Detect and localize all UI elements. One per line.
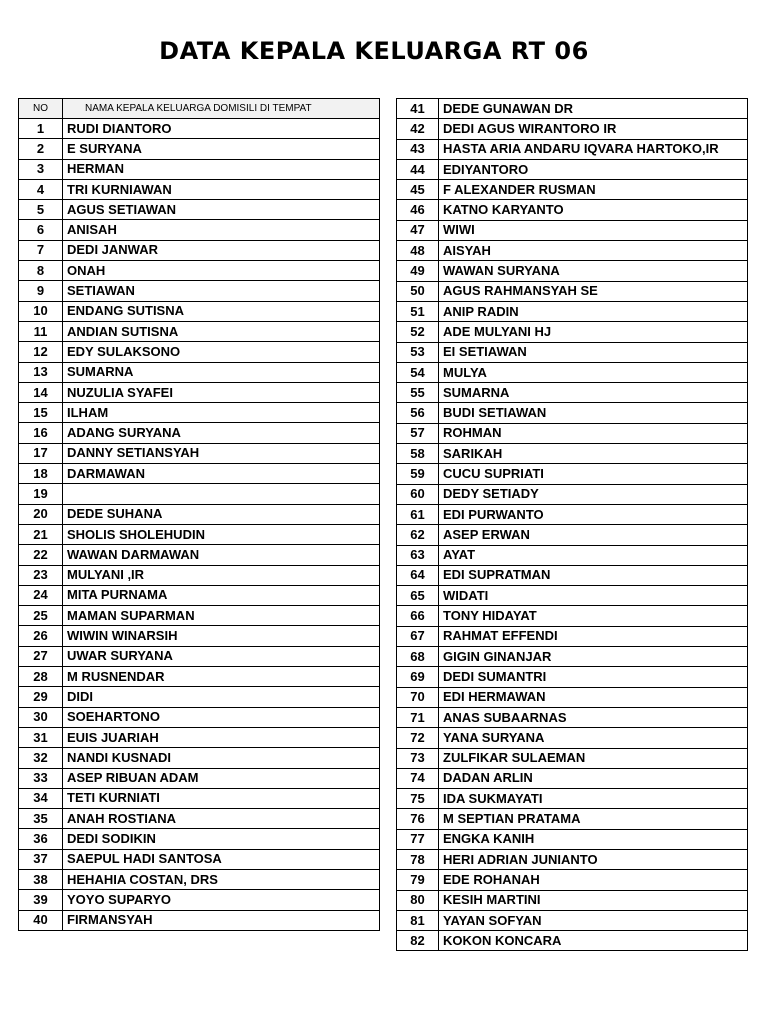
head-of-family-name: MULYA [439,362,748,382]
row-number: 66 [397,606,439,626]
table-row [397,545,748,565]
row-number: 10 [19,301,63,321]
table-row [397,728,748,748]
row-number: 69 [397,667,439,687]
row-number: 52 [397,322,439,342]
head-of-family-name: RUDI DIANTORO [63,119,380,139]
table-row [397,565,748,585]
right-table [396,98,748,951]
head-of-family-name: ASEP ERWAN [439,525,748,545]
head-of-family-name: M RUSNENDAR [63,667,380,687]
head-of-family-name: ILHAM [63,403,380,423]
row-number: 7 [19,240,63,260]
head-of-family-name: TETI KURNIATI [63,788,380,808]
table-row [397,139,748,159]
head-of-family-name: DARMAWAN [63,464,380,484]
head-of-family-name: SOEHARTONO [63,707,380,727]
table-row [397,890,748,910]
page-title: DATA KEPALA KELUARGA RT 06 [159,37,589,65]
row-number: 1 [19,119,63,139]
row-number: 77 [397,829,439,849]
table-row [19,626,380,646]
head-of-family-name: IDA SUKMAYATI [439,789,748,809]
table-row [397,667,748,687]
table-row [19,565,380,585]
row-number: 62 [397,525,439,545]
row-number: 76 [397,809,439,829]
head-of-family-name: MITA PURNAMA [63,585,380,605]
head-of-family-name: MAMAN SUPARMAN [63,606,380,626]
row-number: 46 [397,200,439,220]
row-number: 32 [19,748,63,768]
table-row [19,910,380,930]
head-of-family-name: AYAT [439,545,748,565]
head-of-family-name: ZULFIKAR SULAEMAN [439,748,748,768]
row-number: 23 [19,565,63,585]
head-of-family-name: DEDI SUMANTRI [439,667,748,687]
table-row [19,727,380,747]
table-row [397,403,748,423]
table-row [19,119,380,139]
table-row [19,301,380,321]
table-row [397,768,748,788]
row-number: 81 [397,910,439,930]
head-of-family-name: DEDE GUNAWAN DR [439,99,748,119]
table-row [19,464,380,484]
table-row [397,362,748,382]
head-of-family-name: E SURYANA [63,139,380,159]
table-row [397,241,748,261]
head-of-family-name: CUCU SUPRIATI [439,464,748,484]
table-row [397,707,748,727]
table-row [19,139,380,159]
table-row [19,849,380,869]
head-of-family-name: BUDI SETIAWAN [439,403,748,423]
row-number: 56 [397,403,439,423]
head-of-family-name: YOYO SUPARYO [63,890,380,910]
row-number: 16 [19,423,63,443]
table-row [19,321,380,341]
table-row [19,768,380,788]
table-row [397,525,748,545]
table-row [397,301,748,321]
left-table [18,98,380,931]
row-number: 8 [19,261,63,281]
head-of-family-name: ADE MULYANI HJ [439,322,748,342]
head-of-family-name: DANNY SETIANSYAH [63,443,380,463]
head-of-family-name: DEDI AGUS WIRANTORO IR [439,119,748,139]
table-row [19,382,380,402]
head-of-family-name: HERI ADRIAN JUNIANTO [439,849,748,869]
row-number: 21 [19,524,63,544]
row-number: 34 [19,788,63,808]
row-number: 74 [397,768,439,788]
table-row [19,890,380,910]
head-of-family-name: EDI HERMAWAN [439,687,748,707]
head-of-family-name: ANAS SUBAARNAS [439,707,748,727]
row-number: 43 [397,139,439,159]
table-row [19,504,380,524]
head-of-family-name: UWAR SURYANA [63,646,380,666]
head-of-family-name [63,484,380,504]
row-number: 51 [397,301,439,321]
table-row [397,606,748,626]
head-of-family-name: EI SETIAWAN [439,342,748,362]
head-of-family-name: DEDI SODIKIN [63,829,380,849]
table-row [19,788,380,808]
row-number: 11 [19,321,63,341]
head-of-family-name: YAYAN SOFYAN [439,910,748,930]
table-row [19,667,380,687]
table-row [397,910,748,930]
table-row [19,809,380,829]
head-of-family-name: ANISAH [63,220,380,240]
row-number: 4 [19,179,63,199]
row-number: 48 [397,241,439,261]
table-row [19,362,380,382]
head-of-family-name: FIRMANSYAH [63,910,380,930]
row-number: 31 [19,727,63,747]
head-of-family-name: WIDATI [439,586,748,606]
head-of-family-name: WIWIN WINARSIH [63,626,380,646]
row-number: 72 [397,728,439,748]
table-row [397,281,748,301]
head-of-family-name: M SEPTIAN PRATAMA [439,809,748,829]
head-of-family-name: SAEPUL HADI SANTOSA [63,849,380,869]
table-row [19,606,380,626]
header-row [19,99,380,119]
row-number: 20 [19,504,63,524]
row-number: 12 [19,342,63,362]
row-number: 2 [19,139,63,159]
head-of-family-name: GIGIN GINANJAR [439,647,748,667]
row-number: 6 [19,220,63,240]
table-row [397,647,748,667]
table-row [19,869,380,889]
row-number: 9 [19,281,63,301]
header-name: NAMA KEPALA KELUARGA DOMISILI DI TEMPAT [63,99,380,119]
table-row [397,504,748,524]
right-table-body [397,99,748,951]
row-number: 30 [19,707,63,727]
table-row [19,646,380,666]
table-row [397,322,748,342]
table-row [19,240,380,260]
head-of-family-name: ANDIAN SUTISNA [63,321,380,341]
head-of-family-name: F ALEXANDER RUSMAN [439,180,748,200]
row-number: 45 [397,180,439,200]
head-of-family-name: ADANG SURYANA [63,423,380,443]
table-row [19,484,380,504]
row-number: 15 [19,403,63,423]
head-of-family-name: EDI SUPRATMAN [439,565,748,585]
table-row [19,443,380,463]
table-row [397,586,748,606]
row-number: 42 [397,119,439,139]
head-of-family-name: NUZULIA SYAFEI [63,382,380,402]
row-number: 57 [397,423,439,443]
row-number: 28 [19,667,63,687]
head-of-family-name: KESIH MARTINI [439,890,748,910]
table-row [397,748,748,768]
table-row [397,444,748,464]
row-number: 5 [19,200,63,220]
row-number: 38 [19,869,63,889]
head-of-family-name: SUMARNA [63,362,380,382]
row-number: 65 [397,586,439,606]
row-number: 55 [397,383,439,403]
row-number: 27 [19,646,63,666]
table-row [397,464,748,484]
row-number: 19 [19,484,63,504]
table-row [19,829,380,849]
row-number: 53 [397,342,439,362]
head-of-family-name: ANAH ROSTIANA [63,809,380,829]
table-row [397,484,748,504]
row-number: 79 [397,870,439,890]
row-number: 47 [397,220,439,240]
row-number: 36 [19,829,63,849]
head-of-family-name: HEHAHIA COSTAN, DRS [63,869,380,889]
row-number: 60 [397,484,439,504]
head-of-family-name: ONAH [63,261,380,281]
row-number: 35 [19,809,63,829]
row-number: 25 [19,606,63,626]
table-row [397,687,748,707]
row-number: 68 [397,647,439,667]
head-of-family-name: EDIYANTORO [439,159,748,179]
head-of-family-name: WAWAN DARMAWAN [63,545,380,565]
table-row [19,748,380,768]
head-of-family-name: DEDE SUHANA [63,504,380,524]
head-of-family-name: TRI KURNIAWAN [63,179,380,199]
head-of-family-name: KATNO KARYANTO [439,200,748,220]
table-row [19,159,380,179]
row-number: 13 [19,362,63,382]
table-row [397,829,748,849]
table-row [397,626,748,646]
row-number: 49 [397,261,439,281]
head-of-family-name: AGUS RAHMANSYAH SE [439,281,748,301]
table-row [397,220,748,240]
head-of-family-name: SARIKAH [439,444,748,464]
row-number: 64 [397,565,439,585]
table-row [19,707,380,727]
table-row [397,931,748,951]
head-of-family-name: KOKON KONCARA [439,931,748,951]
head-of-family-name: AGUS SETIAWAN [63,200,380,220]
table-row [19,179,380,199]
head-of-family-name: EDY SULAKSONO [63,342,380,362]
head-of-family-name: ANIP RADIN [439,301,748,321]
head-of-family-name: DEDY SETIADY [439,484,748,504]
table-row [397,261,748,281]
row-number: 70 [397,687,439,707]
table-row [397,789,748,809]
table-row [397,870,748,890]
table-row [19,281,380,301]
table-row [19,585,380,605]
head-of-family-name: WIWI [439,220,748,240]
head-of-family-name: TONY HIDAYAT [439,606,748,626]
row-number: 61 [397,504,439,524]
table-row [19,342,380,362]
head-of-family-name: WAWAN SURYANA [439,261,748,281]
head-of-family-name: DEDI JANWAR [63,240,380,260]
row-number: 67 [397,626,439,646]
table-row [19,200,380,220]
row-number: 54 [397,362,439,382]
table-row [19,545,380,565]
head-of-family-name: AISYAH [439,241,748,261]
table-row [397,159,748,179]
row-number: 82 [397,931,439,951]
table-row [19,261,380,281]
table-row [397,119,748,139]
table-row [397,383,748,403]
row-number: 33 [19,768,63,788]
row-number: 58 [397,444,439,464]
row-number: 39 [19,890,63,910]
head-of-family-name: ENGKA KANIH [439,829,748,849]
head-of-family-name: YANA SURYANA [439,728,748,748]
table-row [397,423,748,443]
table-row [397,849,748,869]
table-row [397,809,748,829]
table-row [19,423,380,443]
table-row [397,342,748,362]
table-row [397,180,748,200]
head-of-family-name: DADAN ARLIN [439,768,748,788]
head-of-family-name: MULYANI ,IR [63,565,380,585]
row-number: 50 [397,281,439,301]
row-number: 37 [19,849,63,869]
head-of-family-name: ENDANG SUTISNA [63,301,380,321]
head-of-family-name: ROHMAN [439,423,748,443]
row-number: 18 [19,464,63,484]
row-number: 44 [397,159,439,179]
row-number: 41 [397,99,439,119]
row-number: 14 [19,382,63,402]
head-of-family-name: SHOLIS SHOLEHUDIN [63,524,380,544]
head-of-family-name: HERMAN [63,159,380,179]
row-number: 63 [397,545,439,565]
row-number: 17 [19,443,63,463]
head-of-family-name: EDE ROHANAH [439,870,748,890]
table-row [19,687,380,707]
row-number: 73 [397,748,439,768]
row-number: 26 [19,626,63,646]
head-of-family-name: ASEP RIBUAN ADAM [63,768,380,788]
row-number: 29 [19,687,63,707]
row-number: 24 [19,585,63,605]
head-of-family-name: EDI PURWANTO [439,504,748,524]
table-row [397,99,748,119]
row-number: 75 [397,789,439,809]
row-number: 71 [397,707,439,727]
left-table-body [19,99,380,931]
head-of-family-name: SETIAWAN [63,281,380,301]
head-of-family-name: SUMARNA [439,383,748,403]
head-of-family-name: HASTA ARIA ANDARU IQVARA HARTOKO,IR [439,139,748,159]
row-number: 80 [397,890,439,910]
row-number: 59 [397,464,439,484]
head-of-family-name: NANDI KUSNADI [63,748,380,768]
head-of-family-name: EUIS JUARIAH [63,727,380,747]
table-row [397,200,748,220]
table-row [19,524,380,544]
table-row [19,220,380,240]
header-no: NO [19,99,63,119]
head-of-family-name: RAHMAT EFFENDI [439,626,748,646]
row-number: 78 [397,849,439,869]
table-row [19,403,380,423]
head-of-family-name: DIDI [63,687,380,707]
row-number: 40 [19,910,63,930]
row-number: 3 [19,159,63,179]
row-number: 22 [19,545,63,565]
